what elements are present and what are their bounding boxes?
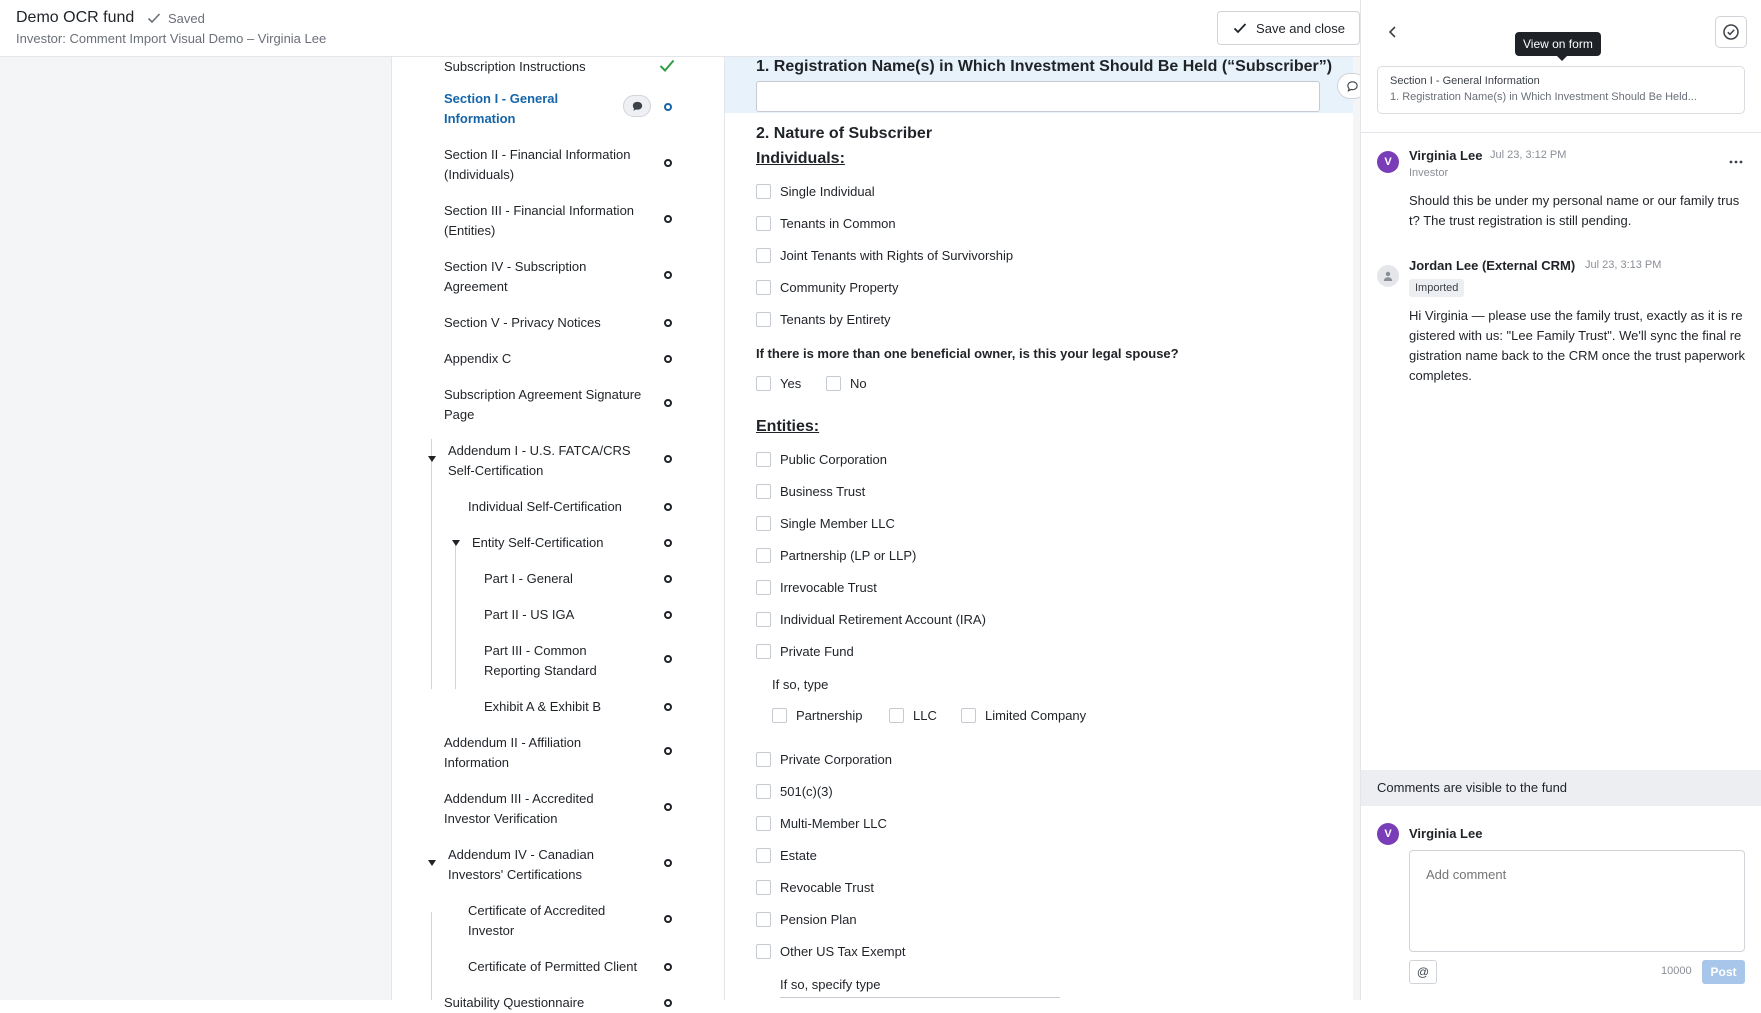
nav-item-label: Subscription Instructions xyxy=(444,59,586,74)
nav-item-label: Section IV - Subscription Agreement xyxy=(444,259,587,294)
character-limit: 10000 xyxy=(1661,965,1692,977)
fund-type-label: If so, type xyxy=(772,677,829,692)
option-business-trust[interactable] xyxy=(756,484,865,499)
top-header xyxy=(0,0,1360,57)
chevron-left-icon xyxy=(1386,25,1400,39)
status-dot xyxy=(664,611,672,619)
comment-icon xyxy=(631,100,644,113)
status-dot xyxy=(664,803,672,811)
checkbox[interactable] xyxy=(961,708,976,723)
comment-body: Hi Virginia — please use the family trust, exactly as it is registered with us: "Lee Family Trust". We'll sync the final registration name back to the CRM once the trust paperwork completes. xyxy=(1409,308,1745,383)
comment-input[interactable] xyxy=(1409,850,1745,952)
option-private-corporation[interactable] xyxy=(756,752,892,767)
view-on-form-tooltip: View on form xyxy=(1515,32,1601,56)
option-label: LLC xyxy=(913,708,937,723)
option-label: Single Individual xyxy=(780,184,875,199)
option-label: Other US Tax Exempt xyxy=(780,944,906,959)
option-label: Joint Tenants with Rights of Survivorship xyxy=(780,248,1014,263)
checkbox[interactable] xyxy=(756,580,771,595)
check-circle-icon xyxy=(1722,23,1740,41)
tree-line xyxy=(431,439,432,689)
nav-item-label: Individual Self-Certification xyxy=(468,499,622,514)
checkbox[interactable] xyxy=(772,708,787,723)
option-label: Individual Retirement Account (IRA) xyxy=(780,612,986,627)
view-on-form-card[interactable] xyxy=(1377,66,1745,114)
status-dot xyxy=(664,915,672,923)
tree-line xyxy=(455,541,456,689)
comment-role: Investor xyxy=(1409,167,1449,179)
option-label: Single Member LLC xyxy=(780,516,895,531)
status-dot xyxy=(664,103,672,111)
option-label: Public Corporation xyxy=(780,452,887,467)
checkbox[interactable] xyxy=(756,248,771,263)
checkbox[interactable] xyxy=(826,376,841,391)
option-label: Tenants in Common xyxy=(780,216,896,231)
registration-name-input[interactable] xyxy=(756,81,1320,112)
status-dot xyxy=(664,355,672,363)
checkbox[interactable] xyxy=(756,752,771,767)
left-gutter xyxy=(0,57,392,1000)
specify-type-input[interactable] xyxy=(780,997,1060,998)
divider xyxy=(1361,132,1761,133)
option-label: Limited Company xyxy=(985,708,1087,723)
option-label: Business Trust xyxy=(780,484,866,499)
nav-item-label: Part II - US IGA xyxy=(484,607,575,622)
check-icon xyxy=(1232,20,1248,36)
option-fund-limited-company[interactable] xyxy=(961,708,1086,723)
comment-time: Jul 23, 3:13 PM xyxy=(1585,259,1662,271)
option-label: Partnership (LP or LLP) xyxy=(780,548,917,563)
checkbox[interactable] xyxy=(756,816,771,831)
nav-item-label: Section II - Financial Information (Individuals) xyxy=(444,147,631,182)
comment-author: Virginia Lee xyxy=(1409,148,1483,163)
individuals-heading: Individuals: xyxy=(756,150,845,167)
comment-icon xyxy=(1346,80,1359,93)
checkbox[interactable] xyxy=(756,944,771,959)
nav-item-label: Part I - General xyxy=(484,571,573,586)
nav-item-label: Section III - Financial Information (Entities) xyxy=(444,203,635,238)
more-options-button[interactable] xyxy=(1724,150,1748,174)
caret-down-icon[interactable] xyxy=(428,456,436,462)
nav-item-label: Addendum I - U.S. FATCA/CRS Self-Certification xyxy=(448,443,631,478)
status-dot xyxy=(664,703,672,711)
nav-item-label: Addendum IV - Canadian Investors' Certifications xyxy=(448,847,594,882)
save-and-close-label: Save and close xyxy=(1256,20,1345,36)
status-dot xyxy=(664,503,672,511)
checkbox[interactable] xyxy=(756,548,771,563)
comment-time: Jul 23, 3:12 PM xyxy=(1490,149,1567,161)
option-label: No xyxy=(850,376,867,391)
option-label: Partnership xyxy=(796,708,863,723)
checkbox[interactable] xyxy=(756,644,771,659)
option-label: Revocable Trust xyxy=(780,880,874,895)
fund-title: Demo OCR fund xyxy=(16,9,135,26)
save-and-close-button[interactable] xyxy=(1217,11,1360,45)
status-dot xyxy=(664,455,672,463)
status-dot xyxy=(664,999,672,1007)
option-pension-plan[interactable] xyxy=(756,912,857,927)
option-partnership[interactable] xyxy=(756,548,916,563)
section-navigation xyxy=(392,57,724,1010)
option-no[interactable] xyxy=(826,376,867,391)
check-icon xyxy=(659,59,675,73)
comments-panel xyxy=(1360,0,1760,1000)
nav-item-label: Exhibit A & Exhibit B xyxy=(484,699,602,714)
checkbox[interactable] xyxy=(756,848,771,863)
option-multi-member-llc[interactable] xyxy=(756,816,887,831)
avatar: V xyxy=(1377,151,1399,173)
comment-body: Should this be under my personal name or our family trust? The trust registration is still pending. xyxy=(1409,193,1740,228)
option-label: Multi-Member LLC xyxy=(780,816,887,831)
nav-item-label: Subscription Agreement Signature Page xyxy=(444,387,642,422)
checkbox[interactable] xyxy=(756,516,771,531)
option-single-member-llc[interactable] xyxy=(756,516,895,531)
composer-author: Virginia Lee xyxy=(1409,826,1483,841)
option-yes[interactable] xyxy=(756,376,801,391)
saved-label: Saved xyxy=(168,10,205,26)
option-estate[interactable] xyxy=(756,848,817,863)
option-joint-tenants[interactable] xyxy=(756,248,1013,263)
status-dot xyxy=(664,319,672,327)
status-dot xyxy=(664,575,672,583)
nav-item-label: Section I - General Information xyxy=(444,91,559,126)
comment-indicator[interactable] xyxy=(623,95,651,117)
status-dot xyxy=(664,159,672,167)
mention-button[interactable]: @ xyxy=(1409,960,1437,984)
avatar xyxy=(1377,265,1399,287)
status-dot xyxy=(664,215,672,223)
status-dot xyxy=(664,539,672,547)
option-tenants-in-common[interactable] xyxy=(756,216,896,231)
caret-down-icon[interactable] xyxy=(452,540,460,546)
option-fund-partnership[interactable] xyxy=(772,708,862,723)
option-label: 501(c)(3) xyxy=(780,784,833,799)
checkbox[interactable] xyxy=(756,280,771,295)
option-irrevocable-trust[interactable] xyxy=(756,580,877,595)
user-icon xyxy=(1382,270,1394,282)
option-label: Community Property xyxy=(780,280,899,295)
checkbox[interactable] xyxy=(756,784,771,799)
nav-item-label: Entity Self-Certification xyxy=(472,535,604,550)
saved-status xyxy=(146,10,205,26)
nav-item-label: Section V - Privacy Notices xyxy=(444,315,601,330)
checkbox[interactable] xyxy=(756,376,771,391)
question-2-title: 2. Nature of Subscriber xyxy=(756,125,933,142)
status-dot xyxy=(664,399,672,407)
checkbox[interactable] xyxy=(756,912,771,927)
option-ira[interactable] xyxy=(756,612,986,627)
question-1-title: 1. Registration Name(s) in Which Investment Should Be Held (“Subscriber”) xyxy=(756,58,1333,75)
form-area xyxy=(725,57,1353,1000)
nav-item-label: Certificate of Accredited Investor xyxy=(468,903,606,938)
resolve-thread-button[interactable] xyxy=(1715,16,1747,48)
comment-author: Jordan Lee (External CRM) xyxy=(1409,258,1576,273)
status-dot xyxy=(664,271,672,279)
status-dot xyxy=(664,747,672,755)
option-fund-llc[interactable] xyxy=(889,708,937,723)
checkbox[interactable] xyxy=(756,452,771,467)
option-public-corporation[interactable] xyxy=(756,452,887,467)
more-horizontal-icon xyxy=(1729,160,1743,164)
option-501c3[interactable] xyxy=(756,784,833,799)
checkbox[interactable] xyxy=(889,708,904,723)
ref-section: Section I - General Information xyxy=(1390,75,1540,87)
option-label: Irrevocable Trust xyxy=(780,580,877,595)
status-dot xyxy=(664,859,672,867)
checkbox[interactable] xyxy=(756,312,771,327)
nav-item-label: Addendum II - Affiliation Information xyxy=(444,735,582,770)
ref-question: 1. Registration Name(s) in Which Investment Should Be Held... xyxy=(1390,91,1697,103)
entities-heading: Entities: xyxy=(756,418,820,435)
option-community-property[interactable] xyxy=(756,280,898,295)
checkbox[interactable] xyxy=(756,184,771,199)
specify-type-label: If so, specify type xyxy=(780,977,881,992)
checkbox[interactable] xyxy=(756,484,771,499)
nav-item-label: Addendum III - Accredited Investor Verification xyxy=(444,791,594,826)
spouse-question: If there is more than one beneficial owner, is this your legal spouse? xyxy=(756,346,1179,361)
checkbox[interactable] xyxy=(756,880,771,895)
nav-item-label: Appendix C xyxy=(444,351,512,366)
nav-item-label: Certificate of Permitted Client xyxy=(468,959,638,974)
option-private-fund[interactable] xyxy=(756,644,854,659)
option-single-individual[interactable] xyxy=(756,184,875,199)
caret-down-icon[interactable] xyxy=(428,860,436,866)
checkbox[interactable] xyxy=(756,216,771,231)
post-button[interactable]: Post xyxy=(1702,960,1745,984)
option-label: Private Corporation xyxy=(780,752,892,767)
tree-line xyxy=(431,912,432,1000)
option-other-us-tax-exempt[interactable] xyxy=(756,944,905,959)
nav-item-label: Part III - Common Reporting Standard xyxy=(484,643,597,678)
status-dot xyxy=(664,655,672,663)
nav-item-label: Suitability Questionnaire xyxy=(444,995,585,1010)
divider xyxy=(1353,57,1360,1000)
status-dot xyxy=(664,963,672,971)
option-label: Private Fund xyxy=(780,644,854,659)
back-button[interactable] xyxy=(1381,20,1405,44)
option-revocable-trust[interactable] xyxy=(756,880,874,895)
option-tenants-by-entirety[interactable] xyxy=(756,312,891,327)
option-label: Pension Plan xyxy=(780,912,857,927)
visibility-note: Comments are visible to the fund xyxy=(1361,770,1761,806)
checkbox[interactable] xyxy=(756,612,771,627)
check-icon xyxy=(146,10,162,26)
option-label: Tenants by Entirety xyxy=(780,312,891,327)
investor-line: Investor: Comment Import Visual Demo – Virginia Lee xyxy=(16,31,327,46)
option-label: Estate xyxy=(780,848,817,863)
option-label: Yes xyxy=(780,376,802,391)
imported-badge: Imported xyxy=(1409,279,1464,297)
avatar: V xyxy=(1377,823,1399,845)
